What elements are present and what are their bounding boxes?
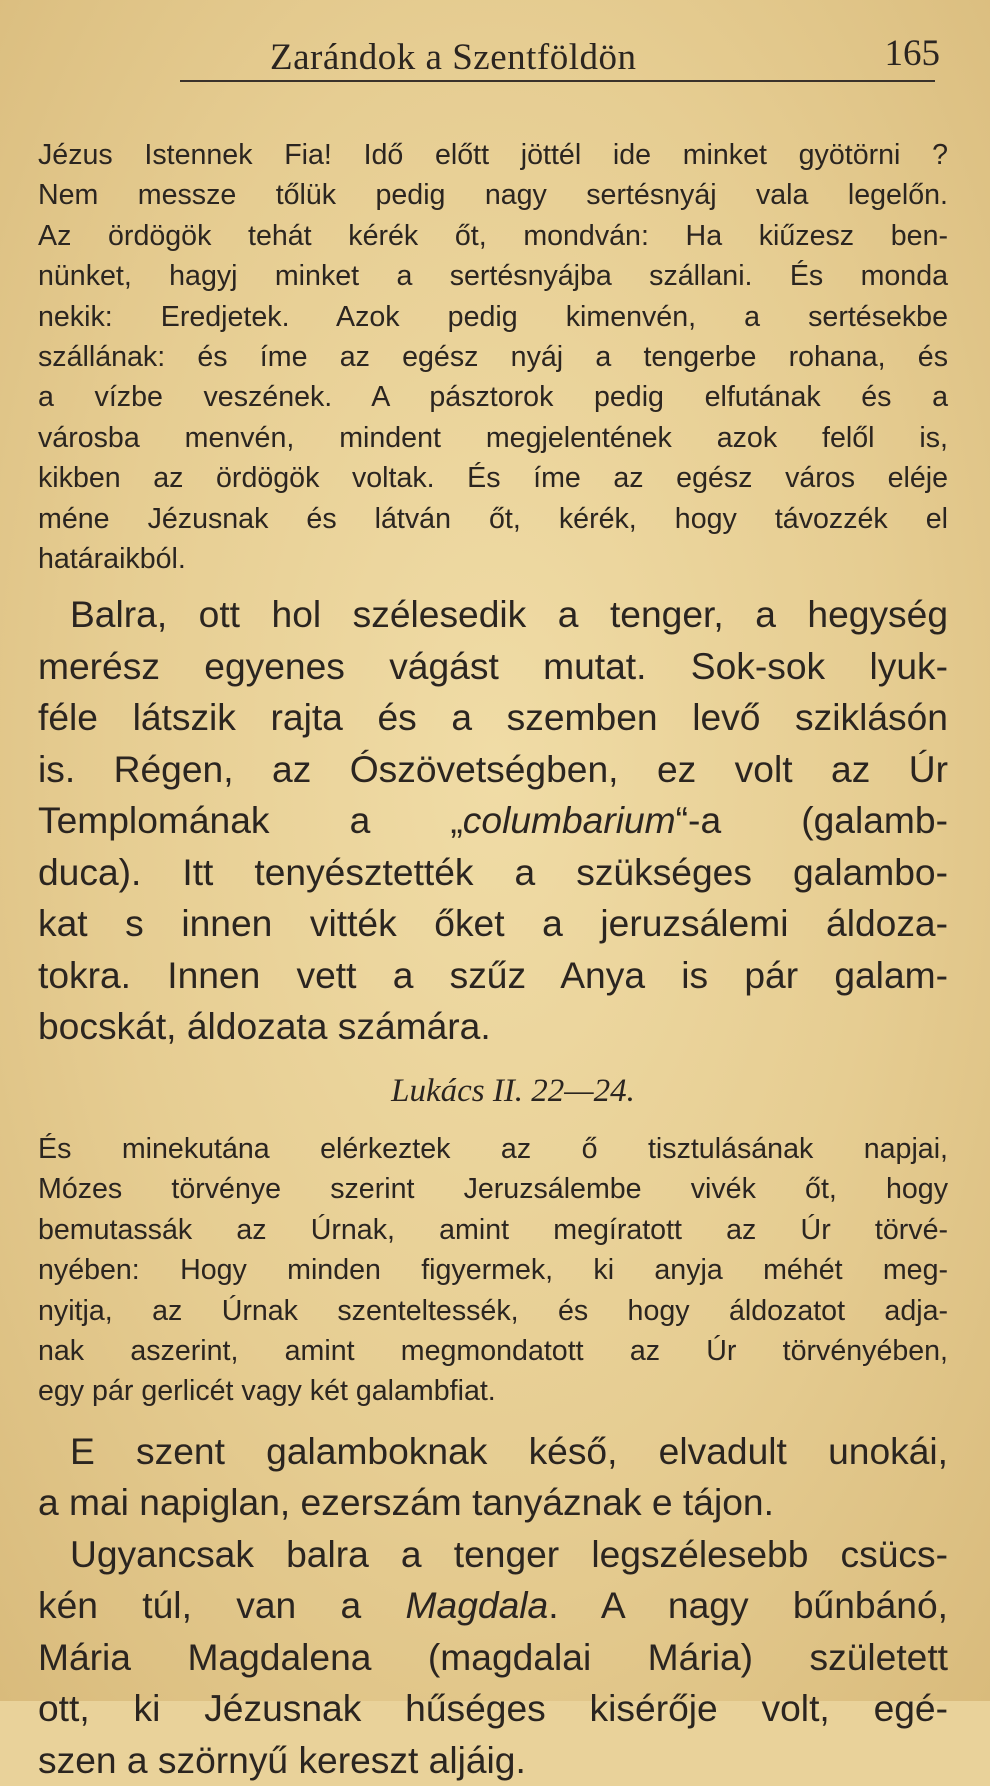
- text-line: Mózes törvénye szerint Jeruzsálembe vivék őt, hogy: [38, 1173, 948, 1206]
- text-line: nyében: Hogy minden figyermek, ki anyja méhét meg-: [38, 1254, 948, 1287]
- italic-place-name: Magdala: [405, 1584, 549, 1627]
- text-line-with-italic: [38, 795, 948, 847]
- paragraph-columbarium: [38, 589, 948, 1053]
- page-body: [38, 135, 948, 1786]
- paragraph-magdala: [38, 1529, 948, 1786]
- text-fragment: Templomának a „: [38, 799, 463, 842]
- text-line: méne Jézusnak és látván őt, kérék, hogy távozzék el: [38, 502, 948, 535]
- text-line: a mai napiglan, ezerszám tanyáznak e tájon.: [38, 1481, 774, 1524]
- text-line: városba menvén, mindent megjelentének azok felől is,: [38, 421, 948, 454]
- text-line: nünket, hagyj minket a sertésnyájba szállani. És monda: [38, 260, 948, 293]
- page-number: 165: [884, 33, 940, 74]
- text-fragment: “-a (galamb-: [675, 799, 948, 842]
- text-line: nak aszerint, amint megmondatott az Úr törvényében,: [38, 1335, 948, 1367]
- text-line: Mária Magdalena (magdalai Mária) született: [38, 1635, 948, 1678]
- page-header: [270, 28, 940, 88]
- text-line: Az ördögök tehát kérék őt, mondván: Ha kiűzesz ben-: [38, 219, 948, 252]
- text-line: duca). Itt tenyésztették a szükséges galambo-: [38, 850, 948, 893]
- paragraph-doves: [38, 1426, 948, 1529]
- paragraph-quote-gerasa: [38, 135, 948, 579]
- text-line: merész egyenes vágást mutat. Sok-sok lyuk-: [38, 644, 948, 687]
- text-line: E szent galamboknak késő, elvadult unokái,: [70, 1429, 948, 1472]
- text-line: tokra. Innen vett a szűz Anya is pár galam-: [38, 953, 948, 996]
- text-line: szen a szörnyű kereszt aljáig.: [38, 1738, 526, 1781]
- text-line: ott, ki Jézusnak hűséges kisérője volt, egé-: [38, 1687, 948, 1730]
- text-line: Balra, ott hol szélesedik a tenger, a hegység: [70, 593, 948, 636]
- text-line: kat s innen vitték őket a jeruzsálemi áldoza-: [38, 902, 948, 945]
- text-line-with-italic: [38, 1580, 948, 1632]
- text-line: határaikból.: [38, 543, 186, 576]
- text-fragment: . A nagy bűnbánó,: [548, 1584, 948, 1627]
- text-line: nekik: Eredjetek. Azok pedig kimenvén, a sertésekbe: [38, 300, 948, 333]
- running-title: Zarándok a Szentföldön: [270, 37, 637, 78]
- text-line: Jézus Istennek Fia! Idő előtt jöttél ide minket gyötörni ?: [38, 139, 948, 171]
- text-fragment: kén túl, van a: [38, 1584, 406, 1627]
- text-line: És minekutána elérkeztek az ő tisztulásának napjai,: [38, 1132, 948, 1165]
- text-line: a vízbe veszének. A pásztorok pedig elfutának és a: [38, 381, 948, 414]
- text-line: kikben az ördögök voltak. És íme az egész város eléje: [38, 462, 948, 495]
- text-line: Nem messze tőlük pedig nagy sertésnyáj vala legelőn.: [38, 179, 948, 212]
- italic-term: columbarium: [462, 799, 676, 842]
- text-line: Ugyancsak balra a tenger legszélesebb csücs-: [70, 1532, 948, 1575]
- text-line: egy pár gerlicét vagy két galambfiat.: [38, 1375, 496, 1408]
- text-line: bocskát, áldozata számára.: [38, 1005, 491, 1048]
- paragraph-quote-luke: [38, 1129, 948, 1412]
- text-line: szállának: és íme az egész nyáj a tengerbe rohana, és: [38, 341, 948, 374]
- text-line: bemutassák az Úrnak, amint megíratott az Úr törvé-: [38, 1213, 948, 1246]
- text-line: is. Régen, az Ószövetségben, ez volt az Úr: [38, 747, 948, 790]
- text-line: nyitja, az Úrnak szenteltessék, és hogy áldozatot adja-: [38, 1294, 948, 1327]
- bible-citation: Lukács II. 22—24.: [391, 1072, 635, 1109]
- text-line: féle látszik rajta és a szemben levő sziklásón: [38, 696, 948, 739]
- header-rule: [180, 80, 935, 82]
